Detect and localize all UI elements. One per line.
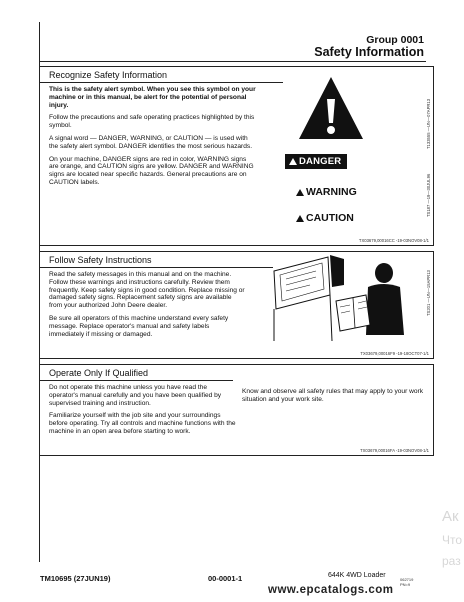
section-body (49, 271, 245, 343)
document-reference: TX03679,00016CC -19-03NOV08-1/1 (358, 238, 429, 243)
document-id: TM10695 (27JUN19) (40, 574, 111, 583)
section-body (49, 384, 237, 441)
document-reference: TX03679,00016F9 -19-18OCT07-1/1 (360, 351, 429, 356)
paragraph: Read the safety messages in this manual and on the machine. Follow these warnings and instructions carefully. Review them frequently. Keep safety signs in good condition. Replace missing or damaged safety signs. Replacement safety signs are available from your authorized John Deere dealer. (49, 271, 245, 310)
section-title-rule (40, 380, 233, 381)
figure-reference: TS201 —UN—15APR13 (426, 270, 431, 316)
paragraph: Be sure all operators of this machine understand every safety message. Replace operator's manual and safety labels immediately if missing or damaged. (49, 314, 229, 338)
caution-signal-word: CAUTION (296, 212, 354, 224)
section-title-rule (40, 82, 283, 83)
activation-overlay-line1: Ак (442, 508, 459, 525)
alert-icon (296, 189, 304, 196)
paragraph: Know and observe all safety rules that may apply to your work situation and your work site. (242, 388, 424, 403)
section-title: Operate Only If Qualified (49, 368, 149, 378)
operator-reading-manual-illustration (270, 255, 420, 343)
activation-overlay-line3: раз (442, 554, 461, 568)
follow-safety-section (39, 251, 434, 359)
paragraph: A signal word — DANGER, WARNING, or CAUTION — is used with the safety alert symbol. DANGER identifies the most serious hazards. (49, 134, 253, 150)
activation-overlay-line2: Что (442, 533, 463, 547)
section-title: Recognize Safety Information (49, 70, 168, 80)
operate-qualified-section (39, 364, 434, 456)
danger-signal-word: DANGER (285, 154, 347, 169)
section-title-rule (40, 267, 273, 268)
header-rule (39, 61, 426, 62)
print-code: 062719 PN=9 (400, 577, 414, 587)
machine-model: 644K 4WD Loader (328, 572, 386, 579)
group-number: Group 0001 (366, 34, 424, 46)
section-title: Follow Safety Instructions (49, 255, 152, 265)
figure-reference: TS187 —19—30JUL96 (426, 173, 431, 217)
section-body-right (242, 388, 430, 409)
safety-alert-intro: This is the safety alert symbol. When you see this symbol on your machine or in this manual, be alert for the potential of personal injury. (49, 86, 256, 109)
site-watermark: www.epcatalogs.com (268, 584, 394, 596)
page-title: Safety Information (314, 45, 424, 59)
page-number: 00-0001-1 (208, 574, 243, 583)
alert-icon (296, 215, 304, 222)
section-body (49, 86, 257, 192)
warning-signal-word: WARNING (296, 186, 357, 198)
paragraph: Follow the precautions and safe operating practices highlighted by this symbol. (49, 114, 255, 130)
paragraph: Familiarize yourself with the job site and your surroundings before operating. Try all controls and machine functions with the machine in an open area before starting to work. (49, 412, 236, 435)
recognize-safety-section (39, 66, 434, 246)
alert-icon (289, 158, 297, 165)
safety-alert-triangle-icon (297, 75, 365, 141)
document-reference: TX03679,00016FA -19-03NOV08-1/1 (360, 448, 429, 453)
paragraph: Do not operate this machine unless you have read the operator's manual carefully and you have been qualified by supervised training and instruction. (49, 384, 222, 407)
figure-reference: T133555 —UN—07APR13 (426, 98, 431, 149)
paragraph: On your machine, DANGER signs are red in color, WARNING signs are orange, and CAUTION signs are yellow. DANGER and WARNING signs are located near specific hazards. General precautions are on CAUTION labels. (49, 155, 254, 186)
